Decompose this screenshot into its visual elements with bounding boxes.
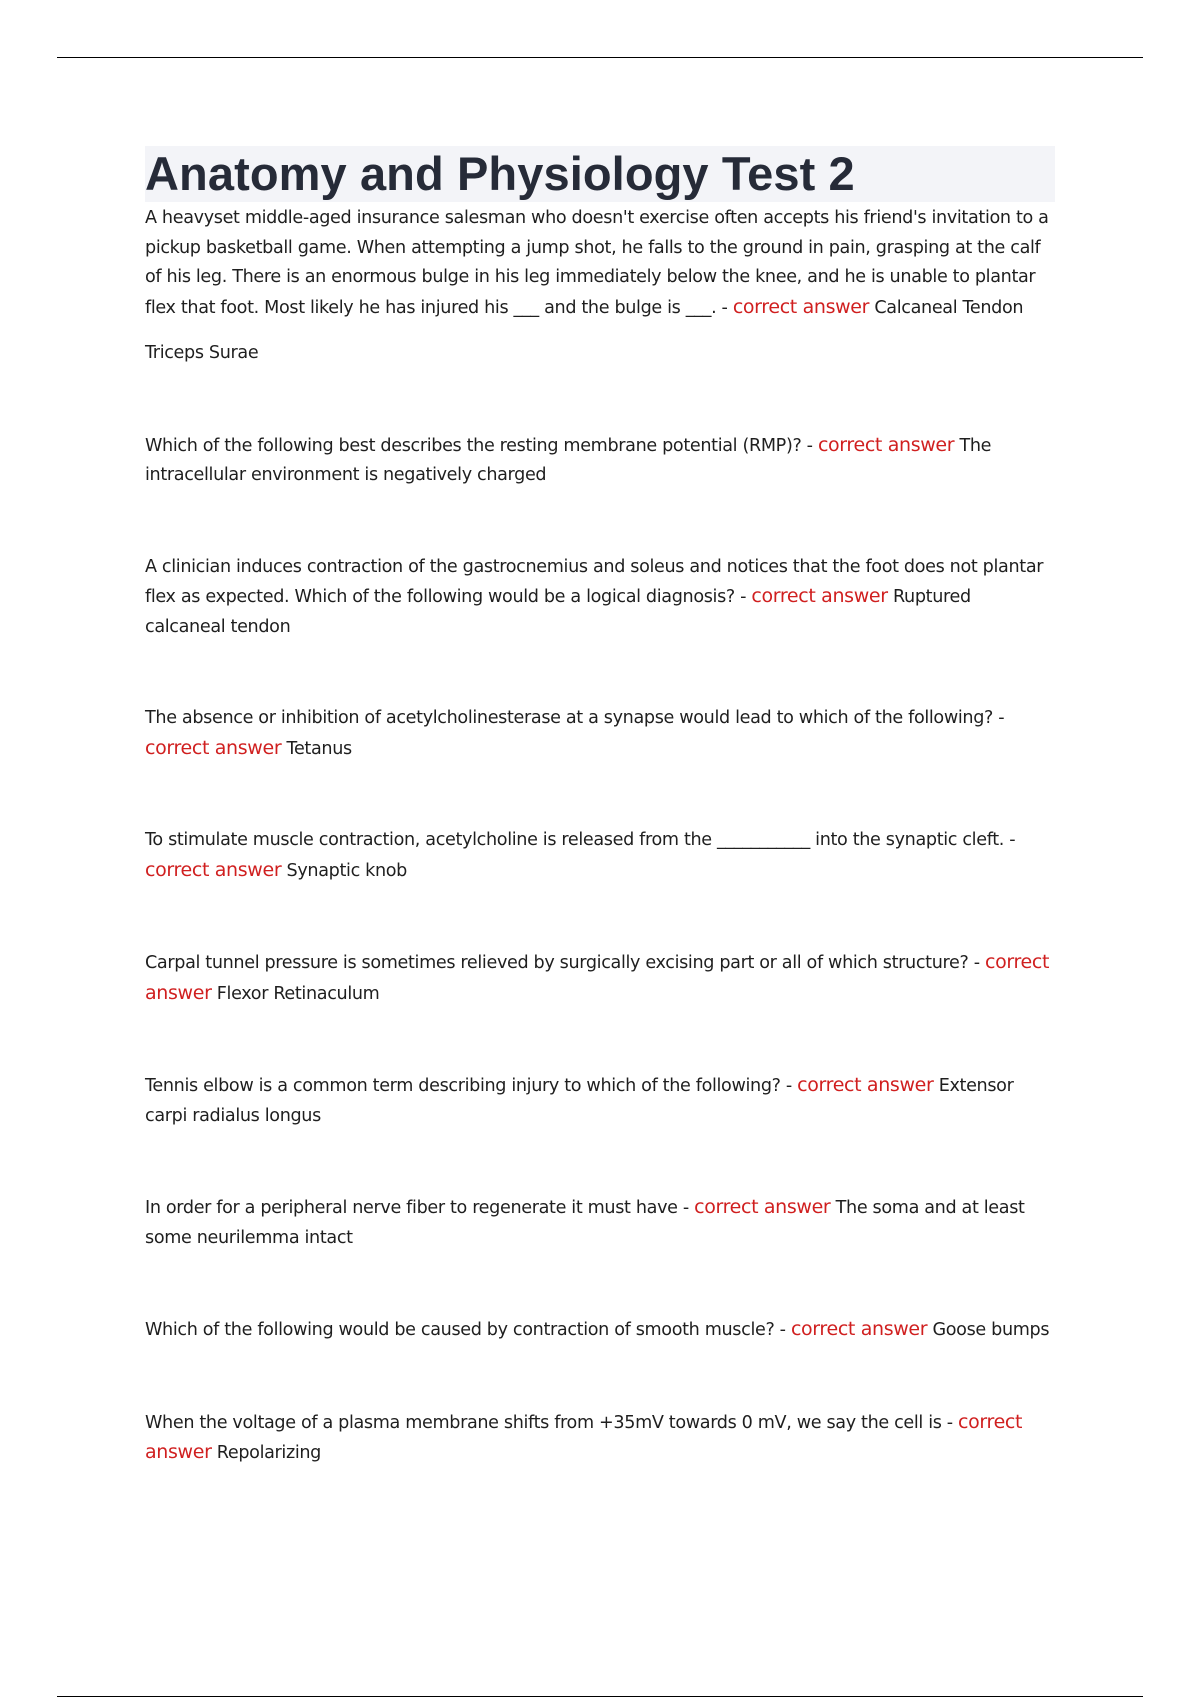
question-text: Which of the following best describes the resting membrane potential (RMP)? - [145, 435, 813, 456]
qa-text [145, 704, 1055, 764]
qa-text [145, 1193, 1055, 1253]
correct-answer-label: correct answer [694, 1196, 831, 1218]
question-text: Tennis elbow is a common term describing injury to which of the following? - [145, 1076, 792, 1096]
answer-extra-text: Triceps Surae [145, 343, 259, 363]
question-text: Which of the following would be caused by contraction of smooth muscle? - [145, 1320, 786, 1340]
qa-text [145, 948, 1055, 1009]
qa-text [145, 431, 1055, 491]
question-text: Carpal tunnel pressure is sometimes relieved by surgically excising part or all of which structure? - [145, 953, 980, 973]
correct-answer-label: correct answer [145, 1410, 1023, 1463]
answer-text: Ruptured calcaneal tendon [145, 587, 971, 637]
qa-item-10 [145, 1408, 1055, 1469]
title-band [145, 146, 1055, 202]
qa-item-2 [145, 431, 1055, 491]
qa-text [145, 1071, 1055, 1131]
qa-text [145, 826, 1055, 886]
answer-text: Calcaneal Tendon [874, 297, 1024, 318]
qa-item-5 [145, 826, 1055, 886]
answer-text: Tetanus [286, 738, 352, 759]
question-text: To stimulate muscle contraction, acetylcholine is released from the ___________ into the synaptic cleft. - [145, 830, 1016, 850]
correct-answer-label: correct answer [790, 1318, 928, 1340]
correct-answer-label: correct answer [145, 951, 1050, 1004]
question-text: The absence or inhibition of acetylcholinesterase at a synapse would lead to which of the following? - [145, 708, 1005, 728]
correct-answer-label: correct answer [732, 295, 870, 318]
top-rule [57, 57, 1143, 58]
question-text: A heavyset middle-aged insurance salesman who doesn't exercise often accepts his friend's invitation to a pickup basketball game. When attempting a jump shot, he falls to the ground in pain, grasping at the calf of his leg. There is an enormous bulge in his leg immediately below the knee, and he is unable to plantar flex that foot. Most likely he has injured his ___ and the bulge is ___. - [145, 208, 1049, 318]
answer-text: Repolarizing [216, 1443, 322, 1463]
bottom-rule [57, 1696, 1143, 1697]
answer-text: The intracellular environment is negatively charged [145, 435, 992, 485]
qa-item-3 [145, 553, 1055, 643]
qa-item-7 [145, 1071, 1055, 1131]
correct-answer-label: correct answer [817, 433, 955, 456]
answer-text: The soma and at least some neurilemma intact [145, 1198, 1025, 1248]
correct-answer-label: correct answer [751, 585, 888, 607]
qa-item-1 [145, 204, 1055, 369]
answer-text: Goose bumps [932, 1320, 1050, 1340]
qa-text [145, 553, 1055, 643]
qa-text [145, 204, 1055, 323]
correct-answer-label: correct answer [145, 858, 282, 881]
qa-item-6 [145, 948, 1055, 1009]
answer-text: Synaptic knob [286, 860, 408, 881]
correct-answer-label: correct answer [797, 1074, 934, 1096]
correct-answer-label: correct answer [145, 736, 282, 759]
qa-item-9 [145, 1315, 1055, 1346]
question-text: A clinician induces contraction of the gastrocnemius and soleus and notices that the foot does not plantar flex as expected. Which of the following would be a logical diagnosis? - [145, 556, 1044, 607]
qa-item-4 [145, 704, 1055, 764]
document-body [145, 146, 1055, 1469]
qa-text [145, 1315, 1055, 1346]
question-text: In order for a peripheral nerve fiber to regenerate it must have - [145, 1198, 689, 1218]
answer-text: Extensor carpi radialus longus [145, 1076, 1014, 1126]
page-title: Anatomy and Physiology Test 2 [145, 147, 855, 200]
qa-text [145, 1408, 1055, 1469]
answer-text: Flexor Retinaculum [216, 983, 380, 1004]
question-text: When the voltage of a plasma membrane shifts from +35mV towards 0 mV, we say the cell is - [145, 1412, 953, 1433]
qa-item-8 [145, 1193, 1055, 1253]
